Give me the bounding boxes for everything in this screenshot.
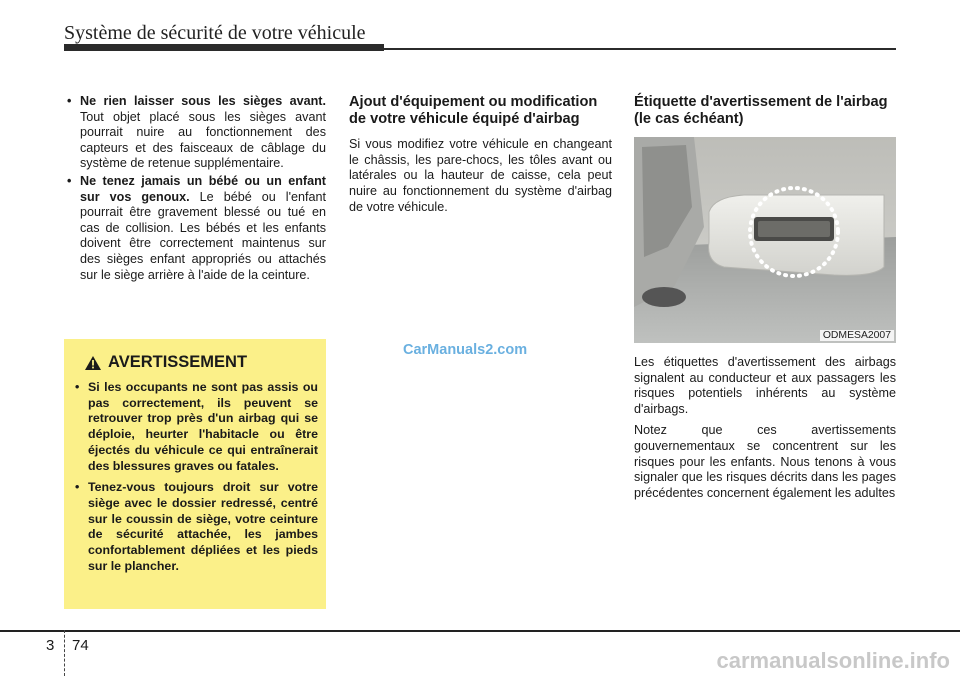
watermark: CarManuals2.com: [403, 342, 528, 358]
bullet-bold: Ne rien laisser sous les sièges avant.: [80, 94, 326, 108]
chapter-number: 3: [46, 637, 55, 654]
warning-title: AVERTISSEMENT: [108, 353, 248, 371]
section-heading: Étiquette d'avertissement de l'airbag (le cas échéant): [634, 94, 888, 127]
footer-divider: [64, 630, 65, 676]
warning-list: [72, 380, 318, 574]
warning-triangle-icon: [84, 355, 102, 371]
page-number: 74: [72, 637, 89, 654]
list-item: • Si les occupants ne sont pas assis ou pas correctement, ils peuvent se retrouver trop près d'un airbag qui se déploie, heurter l'habitacle ou être éjectés du véhicule ce qui entraînerait des blessures graves ou fatales.: [72, 380, 318, 474]
column-left: [64, 94, 326, 285]
sun-visor-illustration: [634, 137, 896, 343]
section-paragraph: Les étiquettes d'avertissement des airbags signalent au conducteur et aux passagers les risques potentiels inhérents au système d'airbags.: [634, 355, 896, 416]
bullet-bold: Ne tenez jamais un bébé ou un enfant sur vos genoux.: [80, 173, 326, 204]
list-item: [64, 94, 326, 172]
header-line: [384, 48, 896, 50]
section-paragraph: Si vous modifiez votre véhicule en changeant le châssis, les pare-chocs, les tôles avant ou latérales ou la hauteur de caisse, cela peut nuire au fonctionnement du système d'airbag de votre véhicule.: [349, 137, 612, 214]
header-bar: [64, 44, 384, 51]
list-item: [64, 174, 326, 283]
bullet-text: Tout objet placé sous les sièges avant pourrait nuire au fonctionnement des capteurs et des faisceaux de câblage du système de retenue supplémentaire.: [80, 109, 326, 171]
warning-box: [64, 339, 326, 609]
airbag-label-photo: [634, 137, 896, 343]
section-paragraph: Notez que ces avertissements gouvernementaux se concentrent sur les risques pour les enfants. Nous tenons à vous signaler que les risques décrits dans les pages précédentes concernent également les adultes: [634, 423, 896, 500]
bullet-text: Le bébé ou l'enfant pourrait être gravement blessé ou tué en cas de collision. Les bébés et les enfants doivent être correctement maintenus sur des sièges enfant appropriés ou attachés sur le siège arrière à l'aide de la ceinture.: [80, 189, 326, 282]
bullet-list: [64, 94, 326, 283]
photo-label: ODMESA2007: [820, 330, 894, 341]
footer-site-watermark: carmanualsonline.info: [716, 648, 950, 673]
header-title: Système de sécurité de votre véhicule: [64, 22, 366, 44]
column-right: [634, 94, 896, 137]
column-middle: [349, 94, 612, 221]
footer-rule: [0, 630, 960, 632]
section-heading: Ajout d'équipement ou modification de votre véhicule équipé d'airbag: [349, 94, 598, 127]
list-item: • Tenez-vous toujours droit sur votre siège avec le dossier redressé, centré sur le coussin de siège, votre ceinture de sécurité attachée, les jambes confortablement dépliées et les pieds sur le plancher.: [72, 480, 318, 574]
column-right-body: [634, 355, 896, 507]
warning-header: [72, 353, 318, 372]
